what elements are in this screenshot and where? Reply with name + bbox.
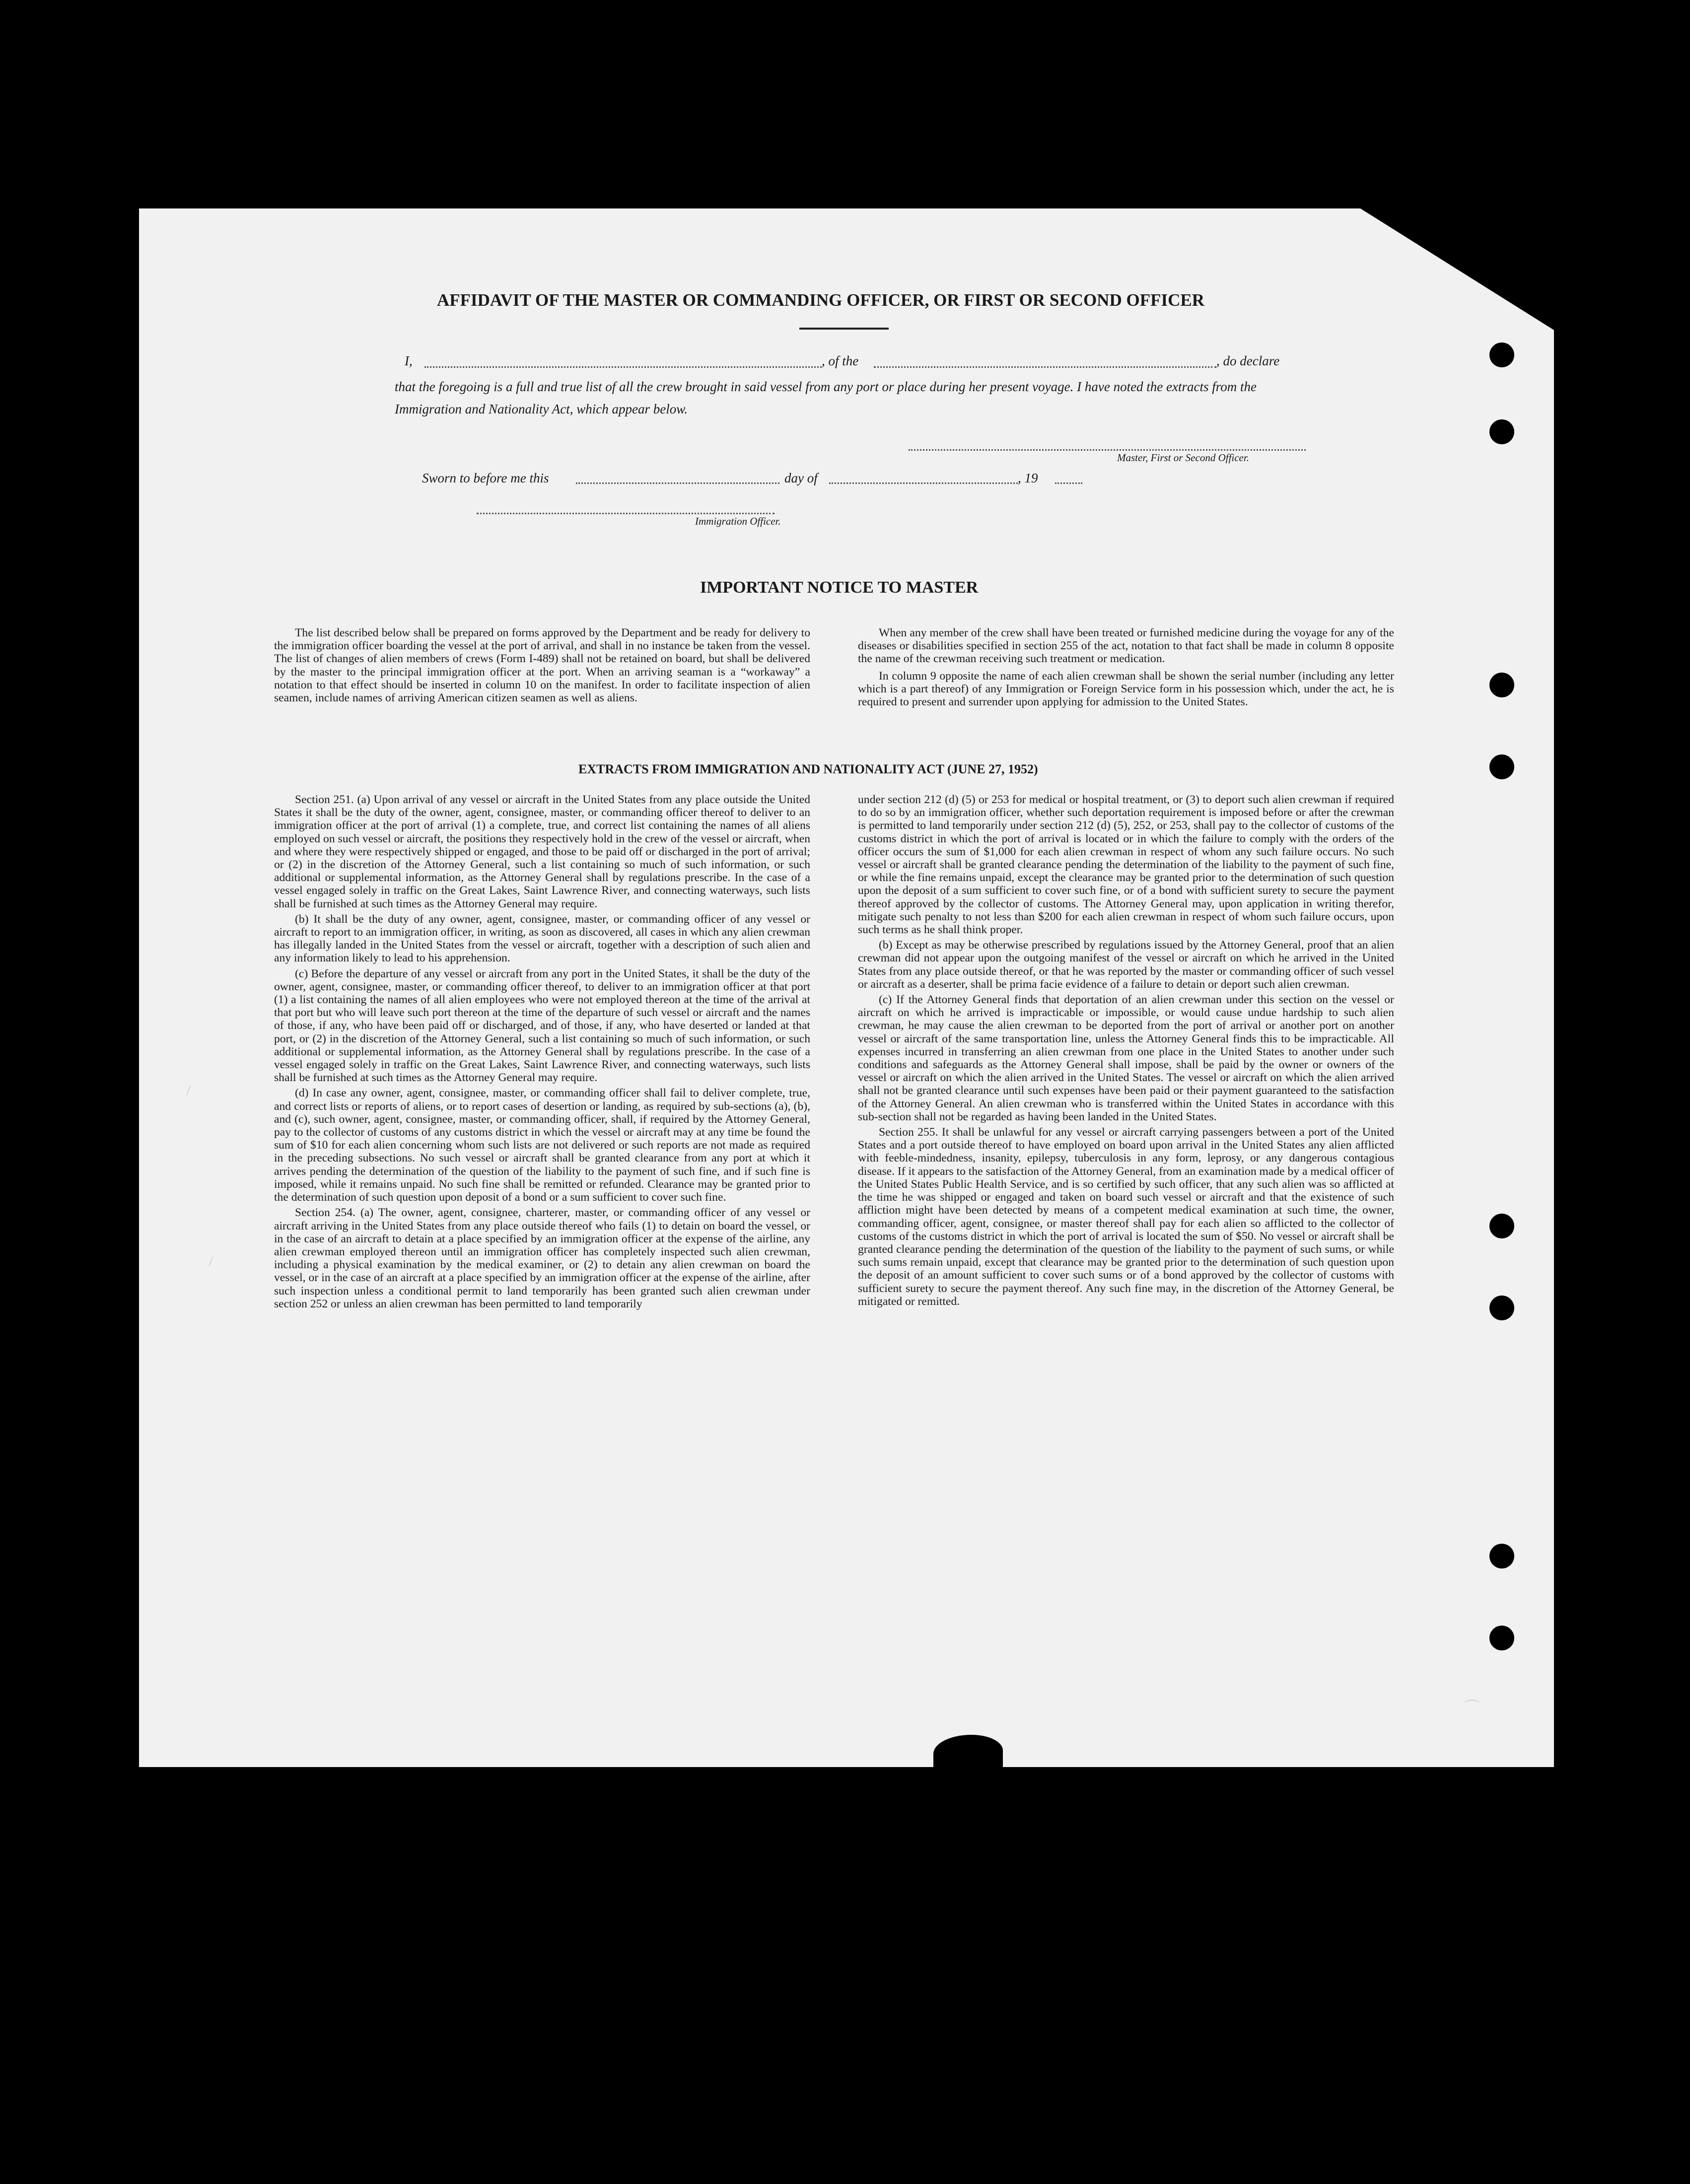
officer-signature-label: Immigration Officer. xyxy=(695,515,781,527)
section-paragraph: Section 254. (a) The owner, agent, consignee, charterer, master, or commanding officer of any vessel or aircraft arriving in the United States from any place outside thereof who fails (1) to detain on board the vessel, or in the case of an aircraft to detain at a place specified by an immigration officer at the expense of the airline, any alien crewman employed thereon until an immigration officer has completely inspected such alien crewman, including a physical examination by the medical examiner, or (2) to detain any alien crewman on board the vessel, or in the case of an aircraft at a place specified by an immigration officer at the expense of the airline, after such inspection unless a conditional permit to land temporarily has been granted such alien crewman under section 252 or unless an alien crewman has been permitted to land temporarily xyxy=(274,1206,810,1310)
notice-title: IMPORTANT NOTICE TO MASTER xyxy=(700,578,979,597)
section-paragraph: (d) In case any owner, agent, consignee, master, or commanding officer shall fail to deliver complete, true, and correct lists or reports of aliens, or to report cases of desertion or landing, as required by sub-sections (a), (b), and (c), such owner, agent, consignee, master, or commanding officer, shall, if required by the Attorney General, pay to the collector of customs of any customs district in which the vessel or aircraft may at any time be found the sum of $10 for each alien concerning whom such lists are not delivered or such reports are not made as required in the preceding subsections. No such vessel or aircraft shall be granted clearance from any port at which it arrives pending the determination of the question of the liability to the payment of such fine, and if such fine is imposed, while it remains unpaid. No such fine shall be remitted or refunded. Clearance may be granted prior to the determination of such question upon deposit of a bond or a sum sufficient to cover such fine. xyxy=(274,1087,810,1204)
do-declare-label: , do declare xyxy=(1216,353,1280,368)
master-signature-line xyxy=(909,449,1306,451)
section-paragraph: (b) It shall be the duty of any owner, agent, consignee, master, or commanding officer of any vessel or aircraft to report to an immigration officer, in writing, as soon as discovered, all cases in which any alien crewman has illegally landed in the United States from the vessel or aircraft, together with a description of such alien and any information likely to lead to his apprehension. xyxy=(274,912,810,965)
torn-corner xyxy=(1360,208,1554,330)
notice-paragraph: In column 9 opposite the name of each alien crewman shall be shown the serial number (including any letter which is a part thereof) of any Immigration or Foreign Service form in his possession which, under the act, he is required to present and surrender upon applying for admission to the United States. xyxy=(858,669,1394,709)
binder-hole xyxy=(1489,1214,1514,1238)
day-of-label: day of xyxy=(784,471,818,485)
name-field-line xyxy=(424,366,822,368)
section-paragraph: (b) Except as may be otherwise prescribed by regulations issued by the Attorney General, proof that an alien crewman did not appear upon the outgoing manifest of the vessel or aircraft on which he arrived in the United States from any place outside thereof, or that he was reported by the master or commanding officer of such vessel or aircraft as a deserter, shall be prima facie evidence of a failure to detain or deport such alien crewman. xyxy=(858,939,1394,991)
vessel-field-line xyxy=(874,366,1216,368)
year-field-line xyxy=(1055,482,1082,484)
scan-mark: \ xyxy=(181,1083,196,1098)
binder-hole xyxy=(1489,1296,1514,1320)
section-paragraph: Section 255. It shall be unlawful for any vessel or aircraft carrying passengers between a port of the United States and a port outside thereof to have employed on board upon arrival in the United States any alien afflicted with feeble-mindedness, insanity, epilepsy, tuberculosis in any form, leprosy, or any dangerous contagious disease. If it appears to the satisfaction of the Attorney General, from an examination made by a medical officer of the United States Public Health Service, and is so certified by such officer, that any such alien was so afflicted at the time he was shipped or engaged and taken on board such vessel or aircraft and that the existence of such affliction might have been detected by means of a competent medical examination at such time, the owner, commanding officer, agent, consignee, or master thereof shall pay for each alien so afflicted to the collector of customs of the customs district in which the port of arrival is located the sum of $50. No vessel or aircraft shall be granted clearance pending the determination of the question of the liability to the payment of such sums, or while such sums remain unpaid, except that clearance may be granted prior to the determination of such question upon the deposit of an amount sufficient to cover such sums or of a bond approved by the collector of customs with sufficient surety to secure the payment thereof. Any such fine may, in the discretion of the Attorney General, be mitigated or remitted. xyxy=(858,1126,1394,1308)
binder-hole xyxy=(1489,419,1514,444)
scan-mark: \ xyxy=(204,1254,218,1269)
extracts-title: EXTRACTS FROM IMMIGRATION AND NATIONALITY ACT (JUNE 27, 1952) xyxy=(578,762,1038,776)
notice-left-column xyxy=(274,626,810,707)
section-paragraph: under section 212 (d) (5) or 253 for medical or hospital treatment, or (3) to deport such alien crewman if required to do so by an immigration officer, whether such deportation requirement is imposed before or after the crewman is permitted to land temporarily under section 212 (d) (5), 252, or 253, shall pay to the collector of customs of the customs district in which the port of arrival is located or in which the failure to comply with the orders of the officer occurs the sum of $1,000 for each alien crewman in respect of whom any such failure occurs. No such vessel or aircraft shall be granted clearance pending the determination of the liability to the payment of such fine, or while the fine remains unpaid, except the clearance may be granted prior to the determination of such question upon the deposit of a sum sufficient to cover such fine, or of a bond with sufficient surety to secure the payment thereof approved by the collector of customs. The Attorney General may, upon application in writing therefor, mitigate such penalty to not less than $200 for each alien crewman in respect of whom such failure occurs, upon such terms as he shall think proper. xyxy=(858,793,1394,937)
section-paragraph: Section 251. (a) Upon arrival of any vessel or aircraft in the United States from any place outside the United States it shall be the duty of the owner, agent, consignee, master, or commanding officer thereof to deliver to an immigration officer at the port of arrival (1) a complete, true, and correct list containing the names of all aliens employed on such vessel or aircraft, the positions they respectively hold in the crew of the vessel or aircraft, when and where they were respectively shipped or engaged, and those to be paid off or discharged in the port of arrival; or (2) in the discretion of the Attorney General, such a list containing so much of such information, or such additional or supplemental information, as the Attorney General shall by regulations prescribe. In the case of a vessel engaged solely in traffic on the Great Lakes, Saint Lawrence River, and connecting waterways, such lists shall be furnished at such times as the Attorney General may require. xyxy=(274,793,810,910)
sworn-label: Sworn to before me this xyxy=(422,471,549,485)
binder-hole xyxy=(1489,754,1514,779)
extracts-right-column xyxy=(858,793,1394,1310)
affidavit-statement: that the foregoing is a full and true list of all the crew brought in said vessel from any port or place during her present voyage. I have noted the extracts from the Immigration and Nationality Act, which appear below. xyxy=(395,379,1257,416)
binder-hole xyxy=(1489,673,1514,697)
section-paragraph: (c) If the Attorney General finds that deportation of an alien crewman under this section on the vessel or aircraft on which he arrived is impracticable or impossible, or would cause undue hardship to such alien crewman, he may cause the alien crewman to be deported from the port of arrival or another port on another vessel or aircraft of the same transportation line, unless the Attorney General finds this to be impracticable. All expenses incurred in transferring an alien crewman from one place in the United States to another under such conditions and safeguards as the Attorney General shall impose, shall be paid by the owner or owners of the vessel or aircraft on which the alien arrived in the United States. The vessel or aircraft on which the alien arrived shall not be granted clearance until such expenses have been paid or their payment guaranteed to the satisfaction of the Attorney General. An alien crewman who is transferred within the United States in accordance with this sub-section shall not be regarded as having been landed in the United States. xyxy=(858,993,1394,1123)
binder-hole xyxy=(1489,1626,1514,1650)
scan-mark: ⌒ xyxy=(1465,1700,1479,1716)
notice-paragraph: The list described below shall be prepared on forms approved by the Department and be ready for delivery to the immigration officer boarding the vessel at the port of arrival, and shall in no instance be taken from the vessel. The list of changes of alien members of crews (Form I-489) shall not be retained on board, but shall be delivered by the master to the principal immigration officer at the port. When an arriving seaman is a “workaway” a notation to that effect should be inserted in column 10 on the manifest. In order to facilitate inspection of alien seamen, include names of arriving American citizen seamen as well as aliens. xyxy=(274,626,810,705)
section-paragraph: (c) Before the departure of any vessel or aircraft from any port in the United States, it shall be the duty of the owner, agent, consignee, master, or commanding officer thereof, to deliver to an immigration officer at that port (1) a list containing the names of all alien employees who were not employed thereon at the time of the arrival at that port but who will leave such port thereon at the time of the departure of such vessel or aircraft and the names of those, if any, who have been paid off or discharged, and of those, if any, who have deserted or landed at that port, or (2) in the discretion of the Attorney General, such a list containing so much of such information, or such additional or supplemental information, as the Attorney General shall by regulations prescribe. In the case of a vessel engaged solely in traffic on the Great Lakes, Saint Lawrence River, and connecting waterways, such lists shall be furnished at such times as the Attorney General may require. xyxy=(274,967,810,1085)
affidavit-title: AFFIDAVIT OF THE MASTER OR COMMANDING OFFICER, OR FIRST OR SECOND OFFICER xyxy=(437,290,1204,310)
title-rule xyxy=(799,328,889,330)
day-field-line xyxy=(576,482,779,484)
officer-signature-line xyxy=(477,513,775,514)
binder-hole xyxy=(1489,342,1514,367)
binder-hole xyxy=(1489,1544,1514,1569)
notice-paragraph: When any member of the crew shall have been treated or furnished medicine during the voyage for any of the diseases or disabilities specified in section 255 of the act, notation to that fact shall be made in column 8 opposite the name of the crewman receiving such treatment or medication. xyxy=(858,626,1394,666)
i-label: I, xyxy=(405,353,413,368)
master-signature-label: Master, First or Second Officer. xyxy=(1117,452,1249,464)
notice-right-column xyxy=(858,626,1394,711)
extracts-left-column xyxy=(274,793,810,1313)
of-the-label: , of the xyxy=(822,353,859,368)
year-label: , 19 xyxy=(1018,471,1038,485)
month-field-line xyxy=(829,482,1018,484)
